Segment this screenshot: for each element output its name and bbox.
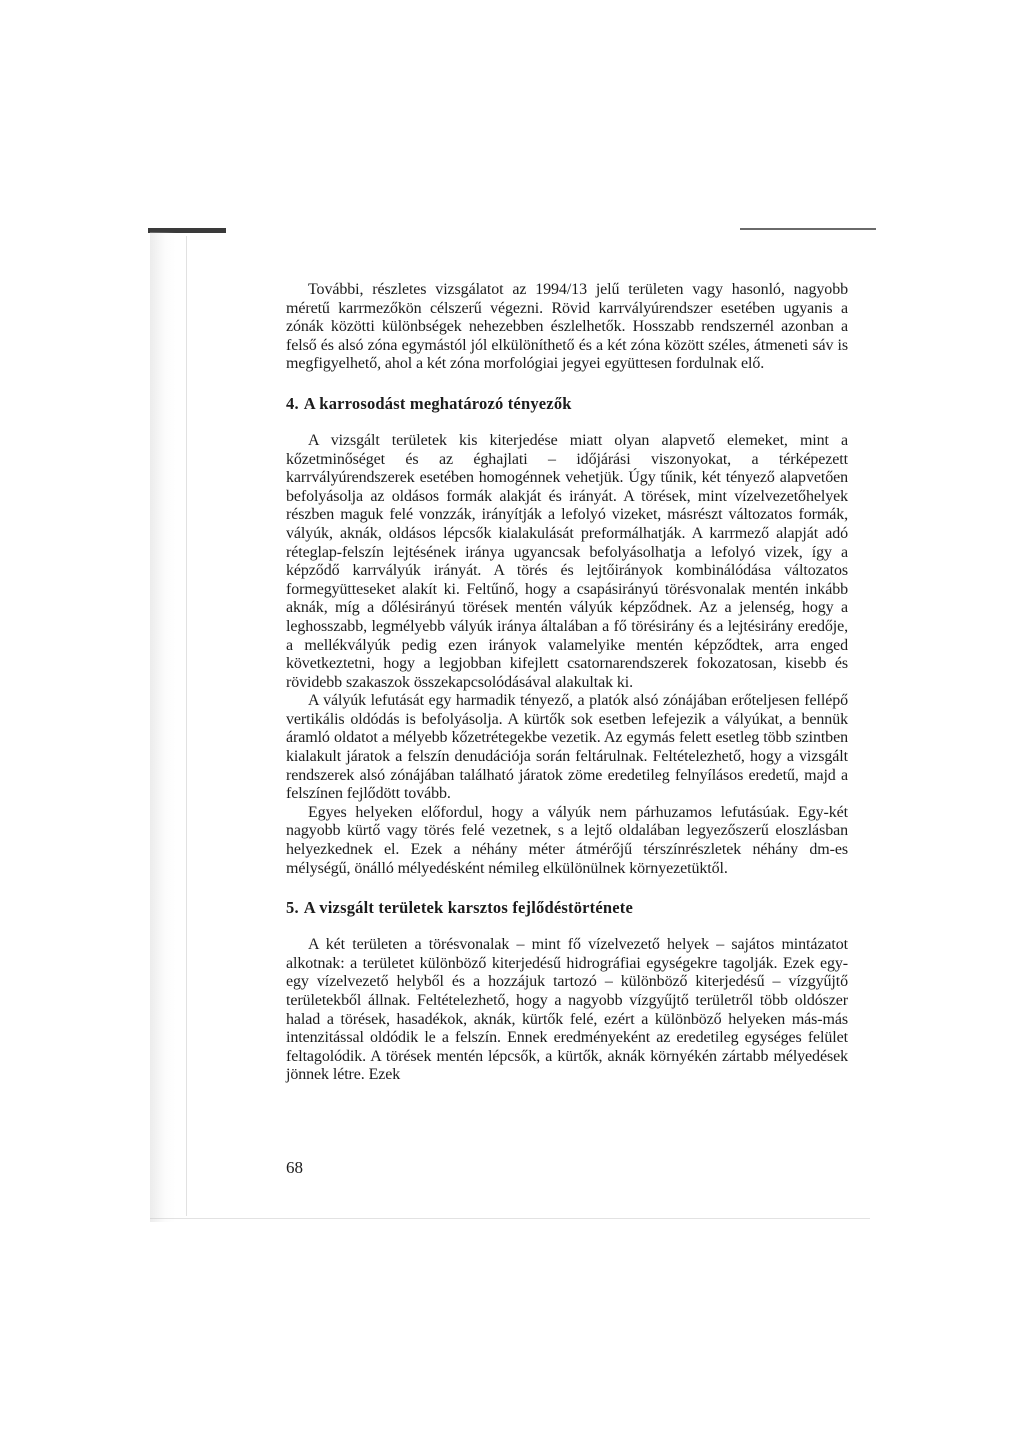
section-4-paragraph: Egyes helyeken előfordul, hogy a vályúk nem párhuzamos lefutásúak. Egy-két nagyobb kürtő vagy törés felé vezetnek, s a lejtő oldalában legyezőszerű eloszlásban helyezkednek el. Ezek a néhány méter átmérőjű térszínrészletek néhány dm-es mélységű, önálló mélyedésként némileg elkülönülnek környezetüktől. xyxy=(286,803,848,877)
spacer xyxy=(286,878,848,898)
scan-edge-bottom xyxy=(150,1218,870,1219)
section-5-paragraph: A két területen a törésvonalak – mint fő vízelvezető helyek – sajátos mintázatot alkotnak: a területet különböző kiterjedésű hidrográfiai egységekre tagolják. Ezek egy-egy vízelvezető helyből és a hozzájuk tartozó – különböző kiterjedésű – vízgyűjtő területekből állnak. Feltételezhető, hogy a nagyobb vízgyűjtő területről több oldószer halad a törések, hasadékok, aknák, kürtők felé, ezért a különböző helyeken más-más intenzitással oldódik le a felszín. Ennek eredményeként az eredetileg egységes felület feltagolódik. A törések mentén lépcsők, a kürtők, aknák környékén zártabb mélyedések jönnek létre. Ezek xyxy=(286,936,848,1084)
spacer xyxy=(286,374,848,394)
spacer xyxy=(286,918,848,936)
scan-edge-top-right xyxy=(740,228,876,230)
scan-edge-left xyxy=(150,232,176,1222)
section-4-heading xyxy=(286,394,848,414)
spacer xyxy=(286,414,848,432)
intro-paragraph: További, részletes vizsgálatot az 1994/13 jelű területen vagy hasonló, nagyobb méretű karrmezőkön célszerű végezni. Rövid karrvályúrendszer esetében ugyanis a zónák közötti különbségek nehezebben észlelhetők. Hosszabb rendszernél azonban a felső és alsó zóna egymástól jól elkülöníthető és a két zóna között széles, átmeneti sáv is megfigyelhető, ahol a két zóna morfológiai jegyei együttesen fordulnak elő. xyxy=(286,281,848,373)
section-5-heading xyxy=(286,898,848,918)
page-number: 68 xyxy=(286,1158,303,1177)
section-5-number: 5. xyxy=(286,898,299,918)
section-5-title: A vizsgált területek karsztos fejlődéstörténete xyxy=(303,898,633,918)
section-4-paragraph: A vizsgált területek kis kiterjedése miatt olyan alapvető elemeket, mint a kőzetminőséget és az éghajlati – időjárási viszonyokat, a térképezett karrvályúrendszerek esetében homogénnek vehetjük. Úgy tűnik, két tényező alapvetően befolyásolja az oldásos formák alakját és irányát. A törések, mint vízelvezetőhelyek részben maguk felé vonzzák, irányítják a lefolyó vizeket, másrészt változatos formák, vályúk, aknák, oldásos lépcsők kialakulását preformálhatják. A karrmező alapját adó réteglap-felszín lejtésének iránya ugyancsak befolyásolhatja a lefolyó vizek, így a képződő karrvályúk irányát. A törés és lejtőirányok kombinálódása változatos formegyütteseket alakít ki. Feltűnő, hogy a csapásirányú törésvonalak mentén inkább aknák, míg a dőlésirányú törések mentén vályúk képződnek. Az a jelenség, hogy a leghosszabb, legmélyebb vályúk iránya általában a fő törésirány és a lejtésirány eredője, a mellékvályúk pedig ezen irányok valamelyike mentén képződtek, arra enged következtetni, hogy a legjobban kifejlett csatornarendszerek fokozatosan, kisebb és rövidebb szakaszok összekapcsolódásával alakultak ki. xyxy=(286,431,848,691)
scan-edge-line xyxy=(186,236,187,1216)
section-4-number: 4. xyxy=(286,393,299,413)
section-4-title: A karrosodást meghatározó tényezők xyxy=(303,393,572,413)
section-4-paragraph: A vályúk lefutását egy harmadik tényező, a platók alsó zónájában erőteljesen fellépő vertikális oldódás is befolyásolja. A kürtők sok esetben lefejezik a vályúkat, a bennük áramló oldatot a mélyebb kőzetrétegekbe vezetik. Az egymás felett esetleg több szintben kialakult járatok a felszín denudációja során feltárulnak. Feltételezhető, hogy a vizsgált rendszerek alsó zónájában található járatok zöme eredetileg felnyílásos eredetű, majd a felszínen fejlődött tovább. xyxy=(286,692,848,803)
page-body xyxy=(286,281,848,1085)
